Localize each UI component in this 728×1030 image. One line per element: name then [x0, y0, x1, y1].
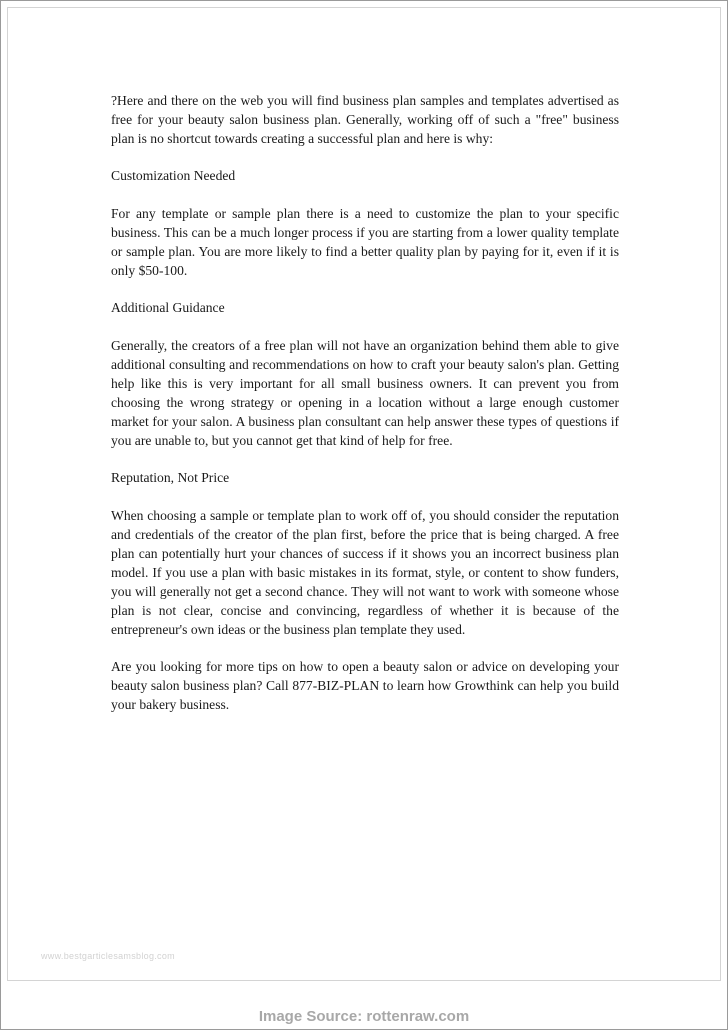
section-heading-reputation: Reputation, Not Price [111, 470, 230, 485]
section-heading-guidance: Additional Guidance [111, 300, 225, 315]
section-heading-customization: Customization Needed [111, 168, 236, 183]
section-body-guidance: Generally, the creators of a free plan will not have an organization behind them able to give additional consulting and recommendations on how to craft your beauty salon's plan. Getting help like this is very important for all small business owners. It can prevent you from choosing the wrong strategy or opening in a location without a large enough customer market for your salon. A business plan consultant can help answer these types of questions if you are unable to, but you cannot get that kind of help for free. [111, 338, 619, 448]
document-body [111, 91, 619, 732]
watermark-text: www.bestgarticlesamsblog.com [41, 951, 175, 961]
closing-paragraph: Are you looking for more tips on how to open a beauty salon or advice on developing your beauty salon business plan? Call 877-BIZ-PLAN to learn how Growthink can help you build your bakery business. [111, 659, 619, 712]
image-source-caption: Image Source: rottenraw.com [258, 1008, 470, 1025]
intro-paragraph: ?Here and there on the web you will find business plan samples and templates advertised as free for your beauty salon business plan. Generally, working off of such a "free" business plan is no shortcut towards creating a successful plan and here is why: [111, 93, 619, 146]
section-body-reputation: When choosing a sample or template plan to work off of, you should consider the reputation and credentials of the creator of the plan first, before the price that is being charged. A free plan can potentially hurt your chances of success if it shows you an incorrect business plan model. If you use a plan with basic mistakes in its format, style, or content to show funders, you will generally not get a second chance. They will not want to work with someone whose plan is not clear, concise and convincing, regardless of whether it is because of the entrepreneur's own ideas or the business plan template they used. [111, 508, 619, 637]
section-body-customization: For any template or sample plan there is a need to customize the plan to your specific business. This can be a much longer process if you are starting from a lower quality template or sample plan. You are more likely to find a better quality plan by paying for it, even if it is only $50-100. [111, 206, 619, 278]
